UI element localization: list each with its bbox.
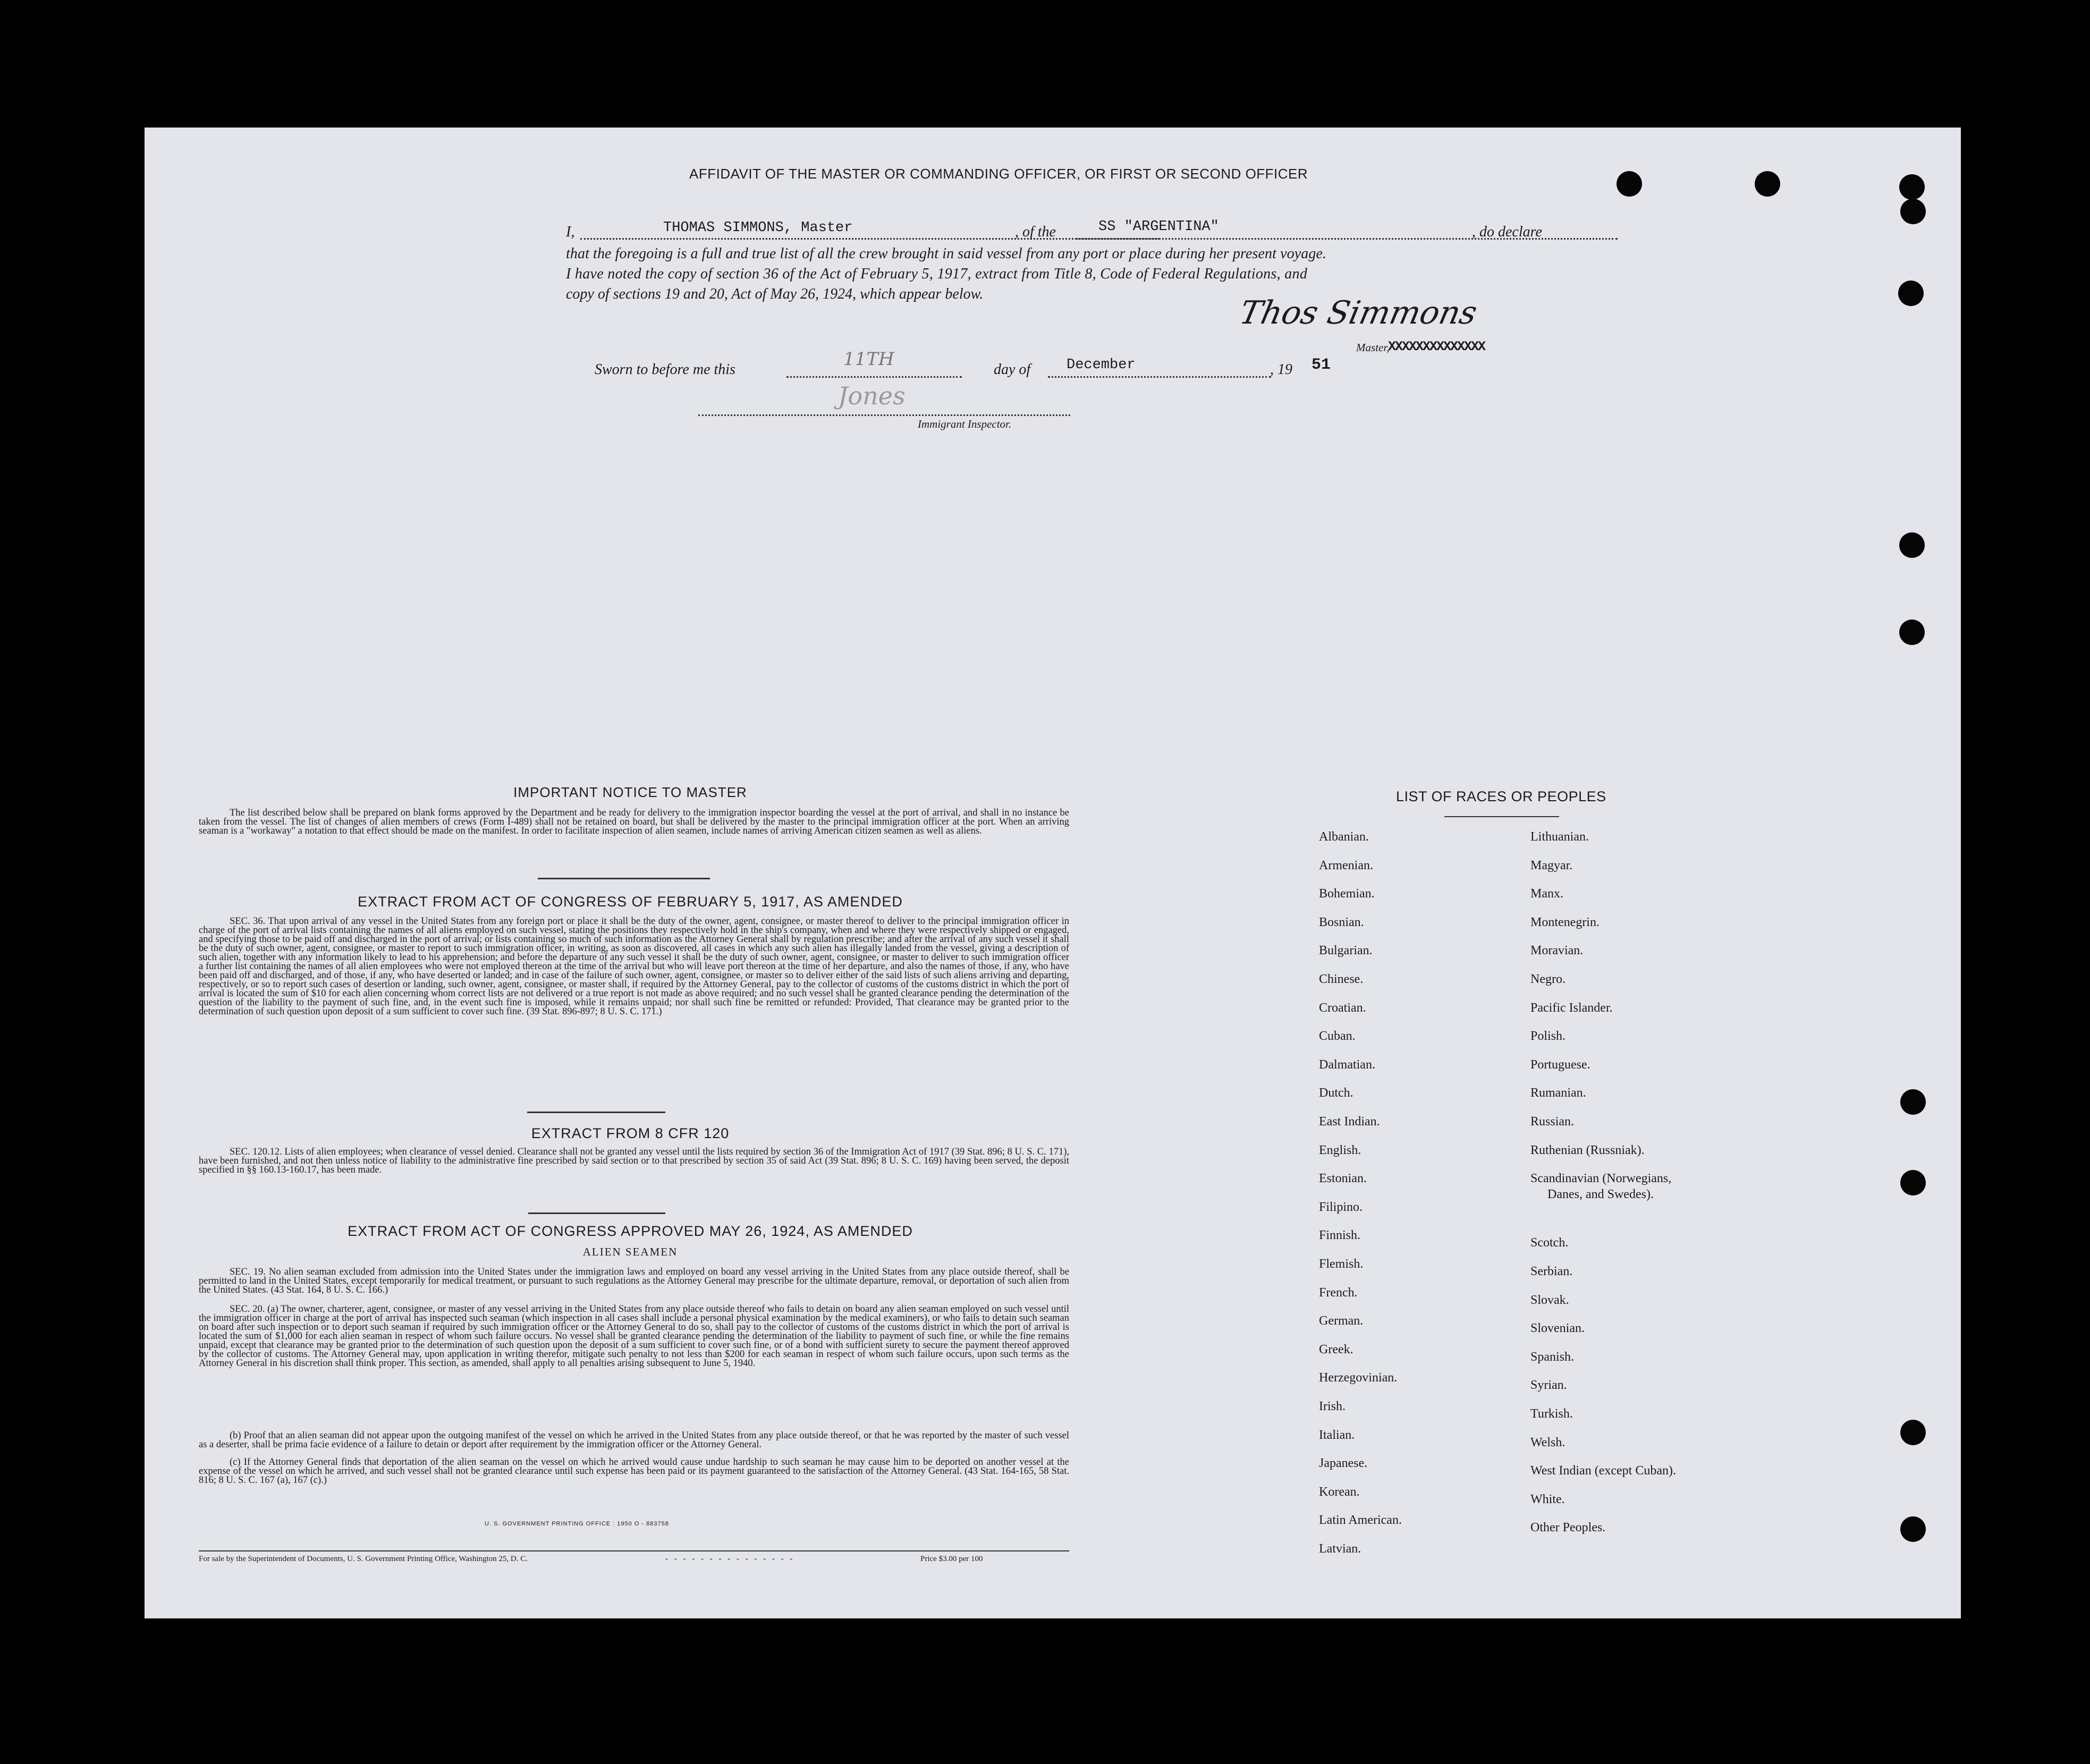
sworn-month: December [1067, 357, 1136, 373]
affidavit-i-label: I, [566, 224, 575, 240]
master-name: THOMAS SIMMONS, Master [663, 220, 853, 236]
race-item: Manx. [1530, 887, 1563, 901]
of-the-label: , of the [1015, 224, 1056, 240]
punch-hole [1617, 171, 1642, 197]
race-item: Bulgarian. [1319, 944, 1373, 958]
race-item: French. [1319, 1285, 1358, 1300]
race-item: Polish. [1530, 1029, 1566, 1044]
sec20c-text: (c) If the Attorney General finds that deportation of the alien seaman on the vessel on which he arrived would cause undue hardship to such seaman he may cause him to be deported on another vessel at the expense of the vessel on which he arrived, and such vessel shall not be granted clearance until such expense has been paid or its payment guaranteed to the satisfaction of the Attorney General. (43 Stat. 164-165, 58 Stat. 816; 8 U. S. C. 167 (a), 167 (c).) [199, 1457, 1069, 1486]
race-item: Syrian. [1530, 1378, 1567, 1393]
alien-seamen-subtitle: ALIEN SEAMEN [582, 1245, 678, 1258]
race-item: Dutch. [1319, 1086, 1353, 1100]
affidavit-text-line3: copy of sections 19 and 20, Act of May 26, 1924, which appear below. [566, 286, 984, 302]
month-dotted-line [1048, 376, 1271, 378]
race-item: Rumanian. [1530, 1086, 1586, 1100]
affidavit-text-line2: I have noted the copy of section 36 of the Act of February 5, 1917, extract from Title 8, Code of Federal Regulations, and [566, 266, 1308, 282]
race-item: Magyar. [1530, 858, 1573, 872]
punch-hole [1899, 532, 1925, 558]
race-item: Spanish. [1530, 1350, 1575, 1364]
race-item: Negro. [1530, 972, 1566, 986]
race-item: Slovenian. [1530, 1321, 1585, 1336]
document-sheet [145, 128, 1961, 1618]
race-item: Bohemian. [1319, 887, 1375, 901]
race-item: Russian. [1530, 1115, 1575, 1129]
punch-hole [1900, 1516, 1926, 1542]
extract-cfr-title: EXTRACT FROM 8 CFR 120 [531, 1125, 730, 1141]
race-item: Albanian. [1319, 830, 1369, 844]
race-item: Montenegrin. [1530, 915, 1600, 929]
race-item: White. [1530, 1492, 1565, 1506]
divider [528, 1212, 665, 1214]
sworn-day-line [786, 376, 962, 378]
divider [527, 1112, 665, 1113]
race-item: Pacific Islander. [1530, 1000, 1613, 1015]
race-item: East Indian. [1319, 1115, 1380, 1129]
notice-title: IMPORTANT NOTICE TO MASTER [513, 784, 747, 800]
dash-fill: - - - - - - - - - - - - - - - [665, 1555, 795, 1563]
sec20a-text: SEC. 20. (a) The owner, charterer, agent, consignee, or master of any vessel arriving in the United States from any place outside thereof who fails to detain on board any alien seaman employed on such vessel until the immigration officer in charge at the port of arrival has inspected such seaman (which inspection in all cases shall include a personal physical examination by the medical examiners), or who fails to detain such seaman on board after such inspection or to deport such seaman if required by such immigration officer or the Attorney General to do so, shall pay to the collector of customs of the customs district in which the port of arrival is located the sum of $1,000 for each alien seaman in respect of whom such failure occurs. No vessel shall be granted clearance pending the determination of the liability to payment of such fine, or while the fine remains unpaid, except that clearance may be granted prior to the determination of such question upon the deposit of a sum sufficient to cover such fine, or of a bond with sufficient surety to secure the payment thereof approved by the collector of customs. The Attorney General may, upon application in writing therefor, mitigate such penalty to not less than $200 for each seaman in respect of whom such failure occurs, upon such terms as the Attorney General in his discretion shall think proper. This section, as amended, shall apply to all penalties arising subsequent to June 5, 1940. [199, 1304, 1069, 1369]
master-label: Master, [1356, 341, 1390, 354]
race-item: Latvian. [1319, 1542, 1361, 1556]
race-item: Irish. [1319, 1400, 1346, 1413]
race-item: German. [1319, 1314, 1364, 1328]
race-item: Serbian. [1530, 1265, 1573, 1278]
affidavit-text-line1: that the foregoing is a full and true list of all the crew brought in said vessel from any port or place during her present voyage. [566, 245, 1327, 262]
sworn-label: Sworn to before me this [595, 361, 735, 378]
race-item: Other Peoples. [1530, 1521, 1606, 1535]
race-item: Greek. [1319, 1342, 1353, 1356]
race-item: Finnish. [1319, 1228, 1361, 1243]
inspector-dotted-line [698, 414, 1070, 416]
race-item: Japanese. [1319, 1456, 1368, 1471]
extract-cfr-text: SEC. 120.12. Lists of alien employees; when clearance of vessel denied. Clearance shall not be granted any vessel until the lists required by section 36 of the Immigration Act of 1917 (39 Stat. 896; 8 U. S. C. 171), have been furnished, and not then unless notice of liability to the administrative fine prescribed by said section or to that prescribed by section 35 of said Act (39 Stat. 896; 8 U. S. C. 169) having been served, the deposit specified in §§ 160.13-160.17, has been made. [199, 1147, 1069, 1175]
notice-text: The list described below shall be prepared on blank forms approved by the Department and be ready for delivery to the immigration inspector boarding the vessel at the port of arrival, and shall in no instance be taken from the vessel. The list of changes of alien members of crews (Form I-489) shall not be retained on board, but shall be delivered by the master to the principal immigration officer at the port. When an arriving seaman is a "workaway" a notation to that effect should be made on the manifest. In order to facilitate inspection of alien seamen, include names of arriving American citizen seamen as well as aliens. [199, 808, 1069, 836]
punch-hole [1899, 174, 1925, 200]
sec20b-text: (b) Proof that an alien seaman did not appear upon the outgoing manifest of the vessel on which he arrived in the United States from any place outside thereof, or that he was reported by the master of such vessel as a deserter, shall be prima facie evidence of a failure to detain or deport after requirement by the immigration officer or the Attorney General. [199, 1430, 1069, 1450]
race-item: Armenian. [1319, 858, 1373, 872]
sworn-year: 51 [1311, 356, 1331, 374]
sale-text: For sale by the Superintendent of Documents, U. S. Government Printing Office, Washington 25, D. C. [199, 1555, 528, 1563]
race-item: Chinese. [1319, 972, 1364, 986]
race-item: Flemish. [1319, 1257, 1364, 1271]
race-item: Bosnian. [1319, 915, 1364, 929]
divider [1444, 816, 1559, 817]
sworn-day: 11TH [843, 349, 894, 370]
race-item: Latin American. [1319, 1513, 1402, 1528]
vessel-name: SS "ARGENTINA" [1098, 219, 1219, 235]
race-item: Cuban. [1319, 1029, 1356, 1044]
inspector-signature: Jones [838, 381, 906, 410]
name-dotted-line [580, 238, 1160, 240]
race-item: Ruthenian (Russniak). [1530, 1143, 1645, 1157]
extract-1924-title: EXTRACT FROM ACT OF CONGRESS APPROVED MAY 26, 1924, AS AMENDED [348, 1223, 913, 1239]
race-item: Danes, and Swedes). [1547, 1188, 1654, 1202]
price-text: Price $3.00 per 100 [920, 1555, 983, 1563]
race-item: Lithuanian. [1530, 830, 1589, 844]
race-item: Moravian. [1530, 944, 1584, 958]
extract-1917-text: SEC. 36. That upon arrival of any vessel in the United States from any foreign port or place it shall be the duty of the owner, agent, consignee, or master thereof to deliver to the principal immigration officer in charge of the port of arrival lists containing the names of all aliens employed on such vessel, stating the positions they respectively hold in the ship's company, when and where they were respectively shipped or engaged, and specifying those to be paid off and discharged in the port of arrival; or lists containing so much of such information as the Attorney General shall by regulation prescribe; and after the arrival of any such vessel it shall be the duty of such owner, agent, consignee, or master to report to such immigration officer, in writing, as soon as discovered, all cases in which any such alien has illegally landed from the vessel, giving a description of such alien, together with any information likely to lead to his apprehension; and before the departure of any such vessel it shall be the duty of such owner, agent, consignee, or master to deliver to such immigration officer a further list containing the names of all alien employees who were not employed thereon at the time of the arrival but who will leave port thereon at the time of her departure, and also the names of those, if any, who have been paid off and discharged, and of those, if any, who have deserted or landed; and in case of the failure of such owner, agent, consignee, or master so to deliver either of the said lists of such aliens arriving and departing, respectively, or so to report such cases of desertion or landing, such owner, agent, consignee, or master shall, if required by the Attorney General, pay to the collector of customs of the customs district in which the port of arrival is located the sum of $10 for each alien concerning whom correct lists are not delivered or a true report is not made as above required; and no such vessel shall be granted clearance pending the determination of the question of the liability to the payment of such fine, and, in the event such fine is imposed, while it remains unpaid; nor shall such fine be remitted or refunded: Provided, That clearance may be granted prior to the determination of such question upon deposit of a sum sufficient to cover such fine. (39 Stat. 896-897; 8 U. S. C. 171.) [199, 916, 1069, 1017]
punch-hole [1755, 171, 1780, 197]
master-struck-text: XXXXXXXXXXXXXX [1388, 339, 1485, 354]
race-item: English. [1319, 1143, 1361, 1157]
race-item: Welsh. [1530, 1435, 1566, 1449]
year-prefix: , 19 [1270, 361, 1292, 378]
race-item: Herzegovinian. [1319, 1371, 1398, 1385]
race-item: Turkish. [1530, 1407, 1573, 1421]
sec19-text: SEC. 19. No alien seaman excluded from admission into the United States under the immigration laws and employed on board any vessel arriving in the United States from any place outside thereof, shall be permitted to land in the United States, except temporarily for medical treatment, or pursuant to such regulations as the Attorney General may prescribe for the ultimate departure, removal, or deportation of such alien from the United States. (43 Stat. 164, 8 U. S. C. 166.) [199, 1267, 1069, 1295]
race-item: West Indian (except Cuban). [1530, 1464, 1676, 1478]
extract-1917-title: EXTRACT FROM ACT OF CONGRESS OF FEBRUARY 5, 1917, AS AMENDED [358, 894, 903, 910]
day-of-label: day of [994, 361, 1031, 378]
race-item: Portuguese. [1530, 1057, 1590, 1072]
printing-office-note: U. S. GOVERNMENT PRINTING OFFICE : 1950 O - 883758 [485, 1521, 669, 1527]
race-item: Estonian. [1319, 1172, 1367, 1186]
divider [538, 878, 710, 879]
race-item: Filipino. [1319, 1200, 1363, 1214]
footer-rule [199, 1550, 1069, 1551]
punch-hole [1900, 1089, 1926, 1115]
race-item: Scandinavian (Norwegians, [1530, 1172, 1672, 1186]
inspector-label: Immigrant Inspector. [918, 418, 1012, 430]
race-item: Scotch. [1530, 1236, 1569, 1250]
master-signature: Thos Simmons [1236, 294, 1480, 332]
race-item: Slovak. [1530, 1293, 1569, 1307]
races-title: LIST OF RACES OR PEOPLES [1396, 788, 1606, 804]
punch-hole [1900, 199, 1926, 224]
race-item: Korean. [1319, 1485, 1360, 1499]
punch-hole [1900, 1420, 1926, 1445]
race-item: Croatian. [1319, 1000, 1366, 1015]
affidavit-title: AFFIDAVIT OF THE MASTER OR COMMANDING OFFICER, OR FIRST OR SECOND OFFICER [689, 166, 1308, 182]
punch-hole [1898, 281, 1924, 306]
punch-hole [1900, 1170, 1926, 1195]
do-declare-label: , do declare [1472, 224, 1542, 240]
punch-hole [1899, 620, 1925, 645]
race-item: Italian. [1319, 1428, 1355, 1442]
race-item: Dalmatian. [1319, 1057, 1375, 1072]
